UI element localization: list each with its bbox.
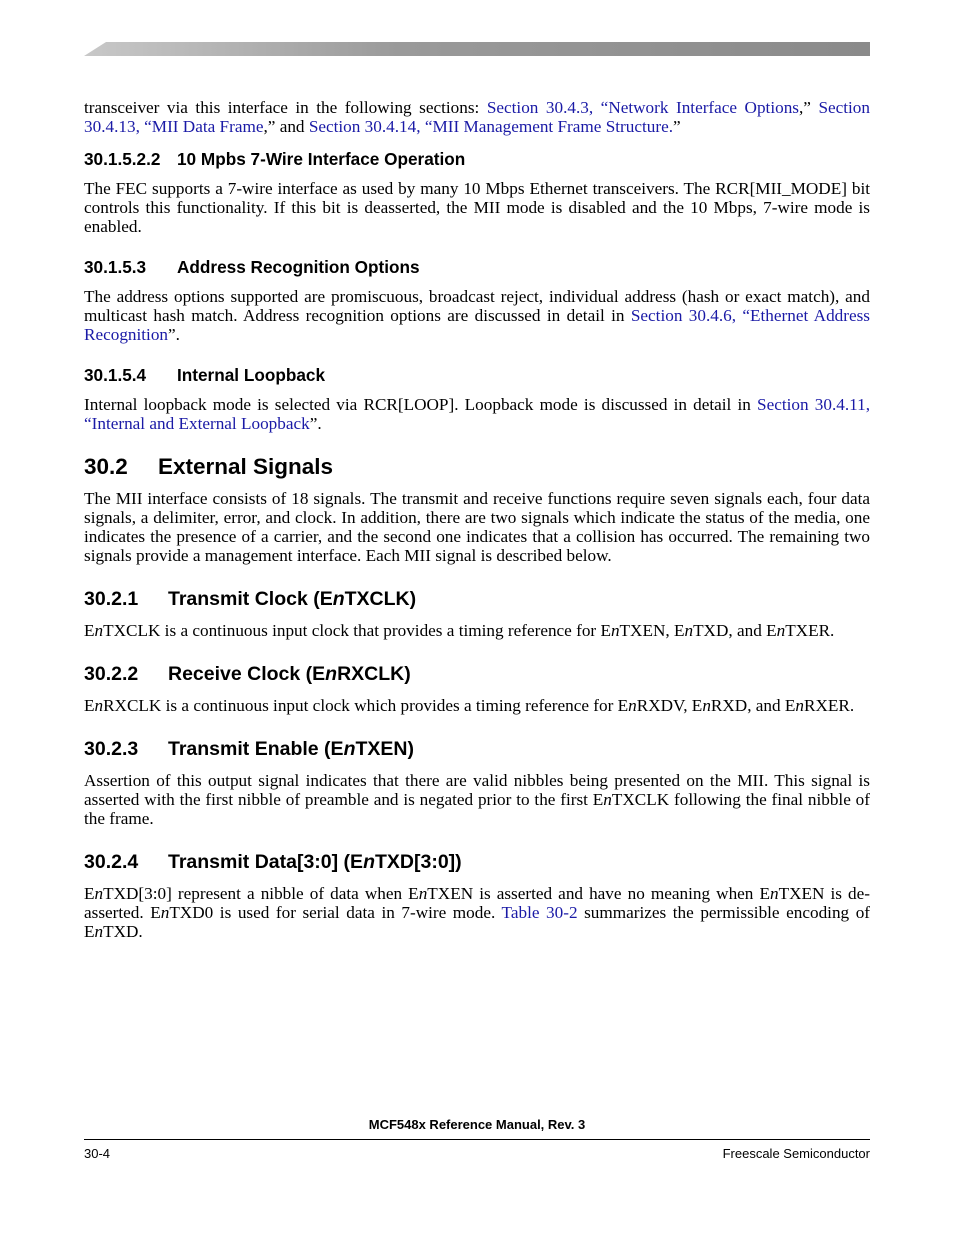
section-title: Receive Clock (E [168, 663, 326, 685]
section-title: RXCLK) [337, 663, 411, 685]
text: ” [673, 117, 681, 136]
section-number: 30.2 [84, 454, 128, 479]
text: ,” [798, 98, 819, 117]
text: ,” and [263, 117, 309, 136]
section-number: 30.1.5.2.2 [84, 149, 161, 169]
section-title: TXCLK) [344, 588, 417, 610]
footer-rule [84, 1139, 870, 1140]
text: ”. [309, 414, 322, 433]
section-number: 30.1.5.3 [84, 257, 147, 277]
section-title: 10 Mpbs 7-Wire Interface Operation [177, 149, 466, 169]
section-title: External Signals [158, 454, 334, 479]
section-title: Transmit Enable (E [168, 738, 344, 760]
text: The address options supported are promiscuous, broadcast reject, individual address (hash or exact match), and multicast hash match. Address recognition options are discussed in detail in [84, 287, 870, 325]
heading-30-2-3 [84, 737, 870, 761]
paragraph-address-recognition [84, 287, 870, 344]
section-title-italic: n [363, 851, 375, 873]
heading-30-2-2 [84, 662, 870, 686]
section-number: 30.2.4 [84, 851, 139, 873]
page-content [84, 98, 870, 941]
link-section-30-4-6[interactable]: Section 30.4.6, “Ethernet Address Recognition [84, 306, 870, 344]
footer-company: Freescale Semiconductor [722, 1146, 870, 1161]
paragraph-txclk: EnTXCLK is a continuous input clock that provides a timing reference for EnTXEN, EnTXD, and EnTXER. [84, 621, 835, 640]
text: transceiver via this interface in the following sections: [84, 98, 487, 117]
link-section-30-4-11[interactable]: Section 30.4.11, “Internal and External Loopback [84, 395, 870, 433]
paragraph-rxclk: EnRXCLK is a continuous input clock which provides a timing reference for EnRXDV, EnRXD, and EnRXER. [84, 696, 855, 715]
heading-30-2 [84, 453, 870, 481]
header-bar [84, 42, 870, 56]
footer-page-number: 30-4 [84, 1146, 111, 1161]
link-table-30-2[interactable]: Table 30-2 [501, 903, 578, 922]
text: Internal loopback mode is selected via RCR[LOOP]. Loopback mode is discussed in detail in [84, 395, 758, 414]
section-title: Transmit Clock (E [168, 588, 333, 610]
paragraph-txd: EnTXD[3:0] represent a nibble of data when EnTXEN is asserted and have no meaning when EnTXEN is de-asserted. EnTXD0 is used for serial data in 7-wire mode. Table 30-2 summarizes the permissible encoding of EnTXD. [84, 884, 871, 941]
section-number: 30.2.3 [84, 738, 139, 760]
link-section-30-4-14[interactable]: Section 30.4.14, “MII Management Frame Structure. [308, 117, 673, 136]
heading-30-2-1 [84, 587, 870, 611]
section-title: Internal Loopback [177, 365, 326, 385]
section-number: 30.2.2 [84, 663, 139, 685]
text: ”. [168, 325, 180, 344]
section-title: Address Recognition Options [177, 257, 420, 277]
intro-paragraph [84, 98, 870, 136]
heading-30-1-5-4 [84, 364, 870, 386]
section-title-italic: n [343, 738, 356, 760]
heading-30-1-5-3 [84, 256, 870, 278]
heading-30-1-5-2-2 [84, 148, 870, 170]
section-title: TXEN) [355, 738, 414, 760]
paragraph-7wire: The FEC supports a 7-wire interface as used by many 10 Mbps Ethernet transceivers. The RCR[MII_MODE] bit controls this functionality. If this bit is deasserted, the MII mode is disabled and the 10 Mbps, 7-wire mode is enabled. [84, 179, 870, 236]
section-number: 30.1.5.4 [84, 365, 147, 385]
section-number: 30.2.1 [84, 588, 139, 610]
footer-manual-title: MCF548x Reference Manual, Rev. 3 [368, 1117, 586, 1132]
link-section-30-4-3[interactable]: Section 30.4.3, “Network Interface Options [486, 98, 799, 117]
paragraph-external-signals: The MII interface consists of 18 signals. The transmit and receive functions require seven signals each, four data signals, a delimiter, error, and clock. In addition, there are two signals which indicate the status of the media, one indicates the presence of a carrier, and the second one indicates that a collision has occurred. The remaining two signals provide a management interface. Each MII signal is described below. [84, 489, 870, 565]
paragraph-txen: Assertion of this output signal indicates that there are valid nibbles being presented on the MII. This signal is asserted with the first nibble of preamble and is negated prior to the first EnTXCLK following the final nibble of the frame. [84, 771, 870, 828]
link-section-30-4-13[interactable]: Section 30.4.13, “MII Data Frame [84, 98, 870, 136]
section-title: TXD[3:0]) [374, 851, 462, 873]
heading-30-2-4 [84, 850, 870, 874]
section-title-italic: n [325, 663, 338, 685]
section-title: Transmit Data[3:0] (E [168, 851, 364, 873]
section-title-italic: n [332, 588, 345, 610]
paragraph-internal-loopback [84, 395, 870, 433]
